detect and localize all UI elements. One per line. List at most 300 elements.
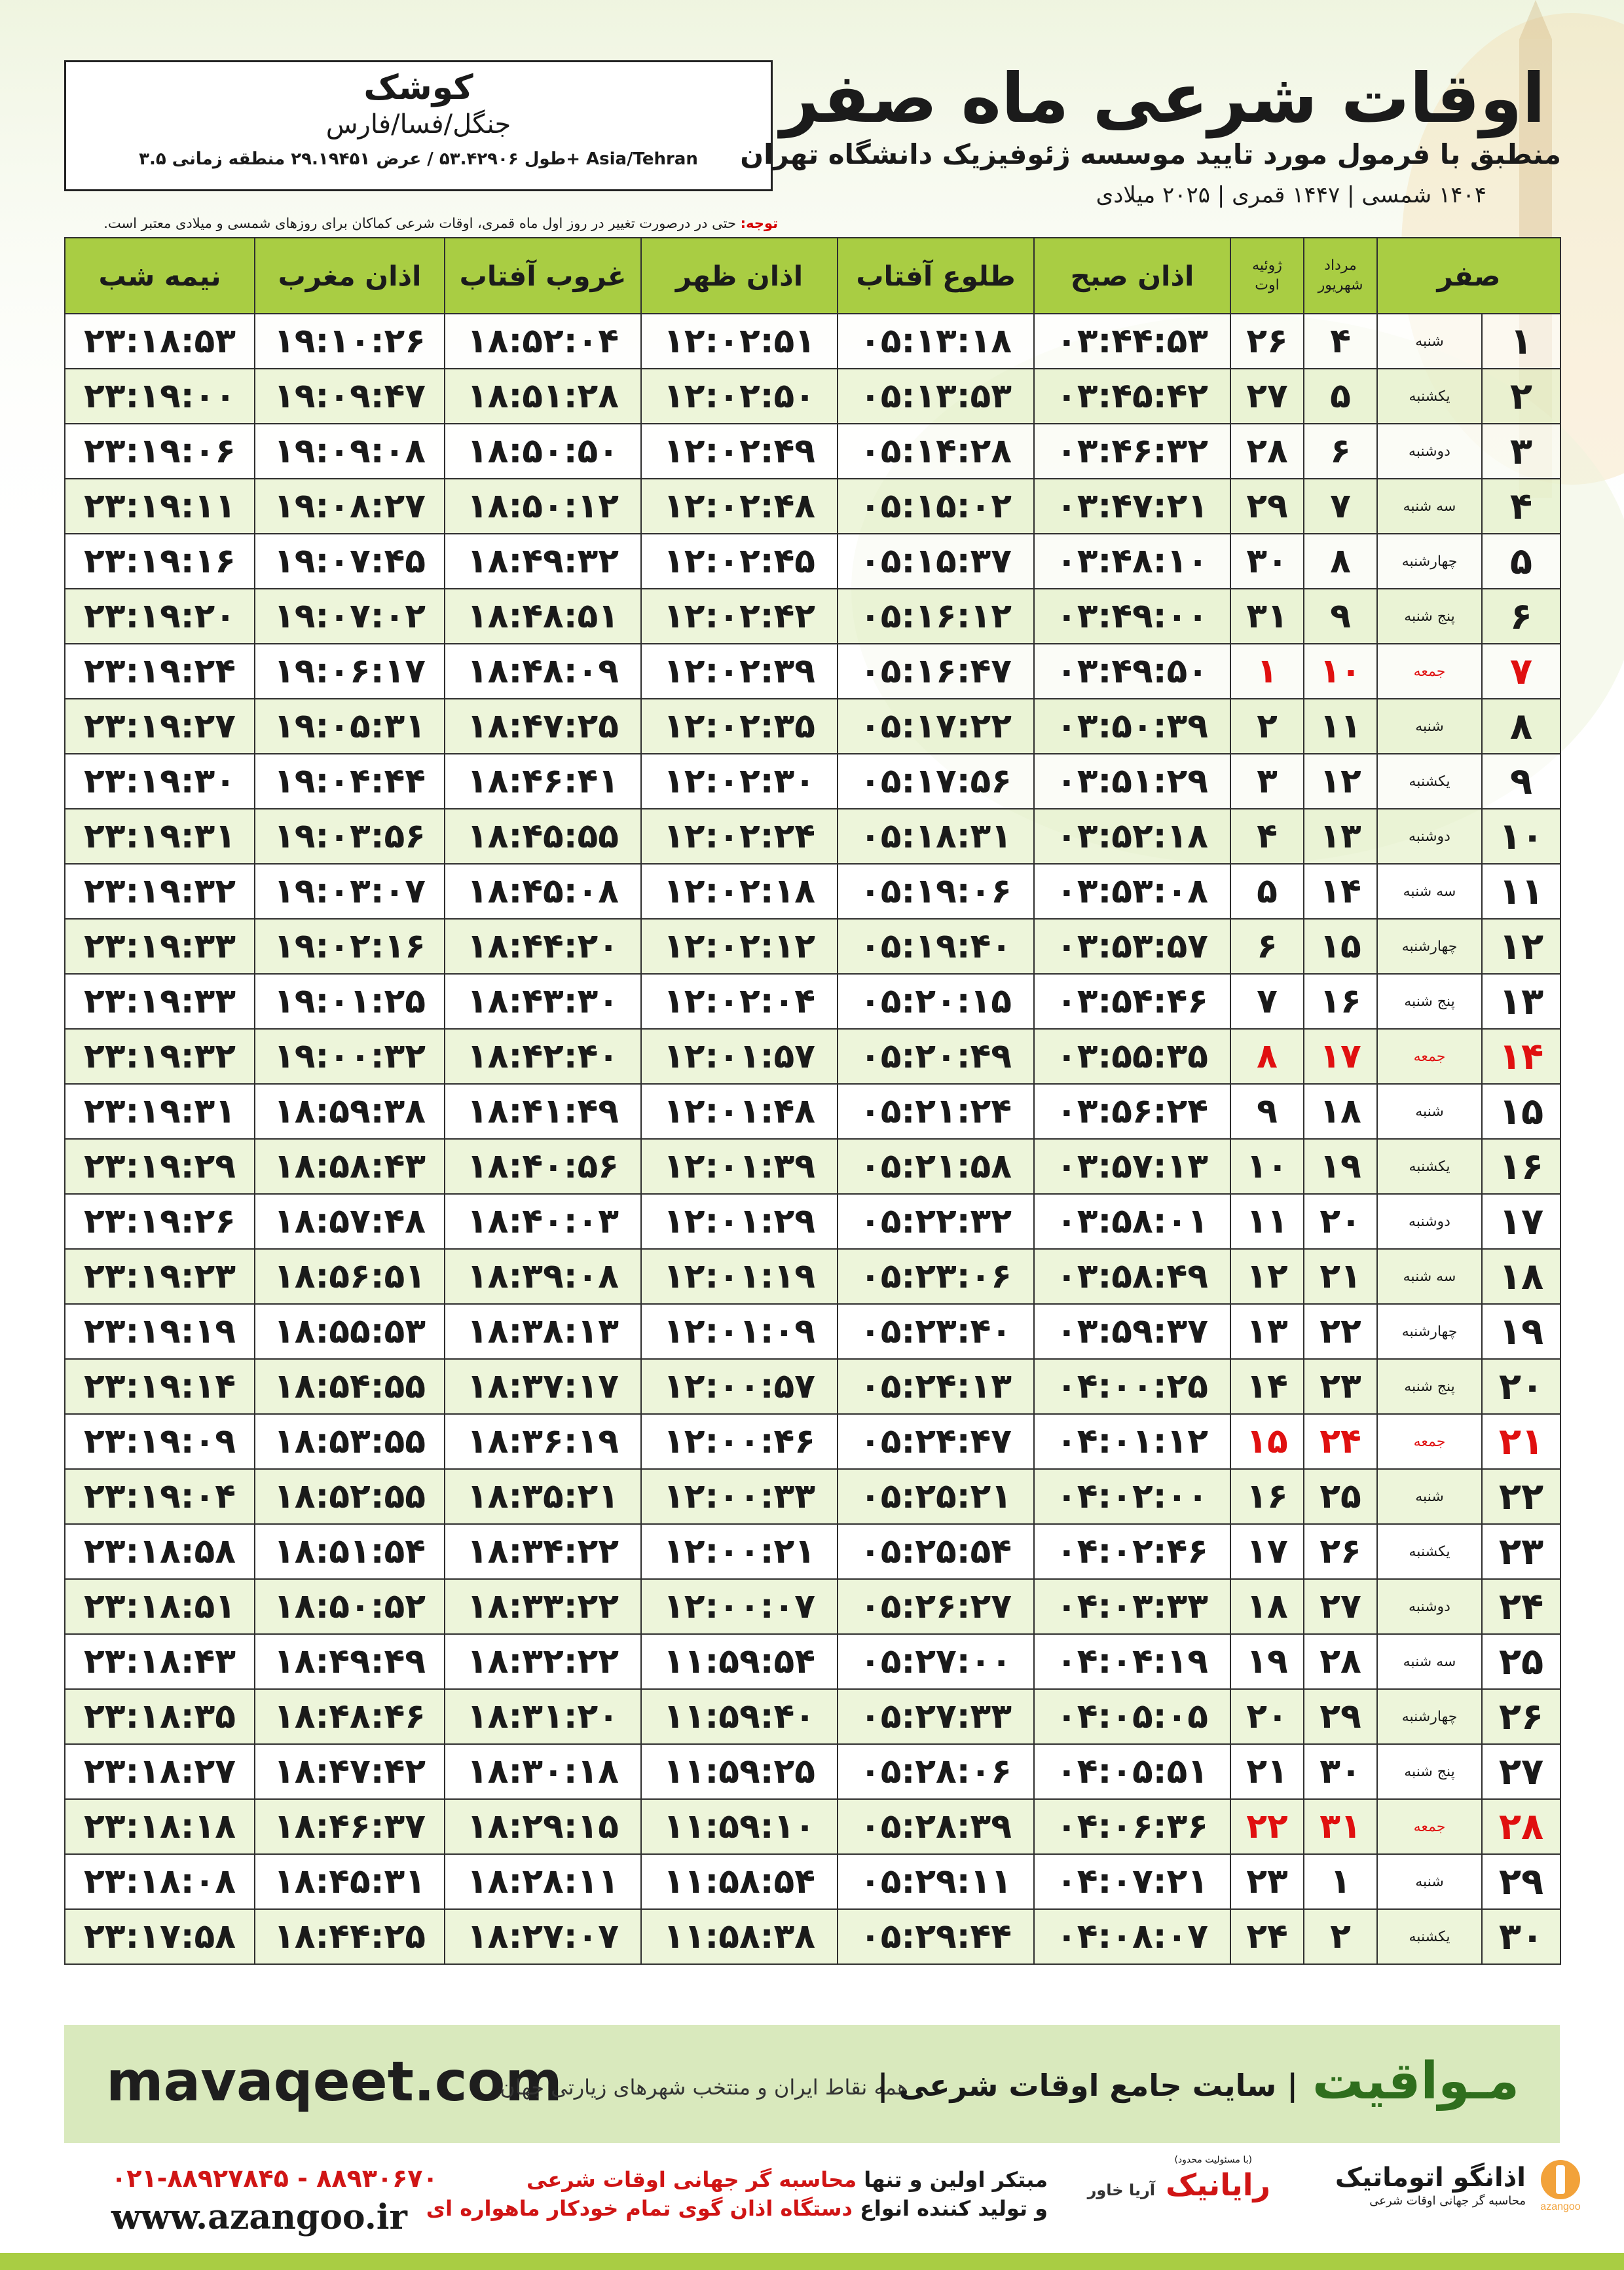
ad-line-2-b: دستگاه اذان گوی تمام خودکار ماهواره ای bbox=[426, 2196, 853, 2221]
row-dhuhr: ۱۲:۰۰:۳۳ bbox=[641, 1469, 838, 1524]
row-miladi-day: ۶ bbox=[1230, 919, 1304, 974]
row-number: ۲۷ bbox=[1482, 1744, 1560, 1799]
row-miladi-day: ۳۰ bbox=[1230, 534, 1304, 589]
row-dhuhr: ۱۲:۰۲:۰۴ bbox=[641, 974, 838, 1029]
row-midnight: ۲۳:۱۹:۲۶ bbox=[65, 1194, 255, 1249]
row-dhuhr: ۱۲:۰۰:۰۷ bbox=[641, 1579, 838, 1634]
row-miladi-day: ۲۷ bbox=[1230, 369, 1304, 424]
row-fajr: ۰۳:۴۶:۳۲ bbox=[1034, 424, 1230, 479]
row-number: ۳ bbox=[1482, 424, 1560, 479]
row-maghrib: ۱۸:۵۶:۵۱ bbox=[255, 1249, 445, 1304]
row-fajr: ۰۳:۵۳:۰۸ bbox=[1034, 864, 1230, 919]
row-number: ۲۶ bbox=[1482, 1689, 1560, 1744]
row-weekday: شنبه bbox=[1377, 314, 1482, 369]
row-weekday: یکشنبه bbox=[1377, 1524, 1482, 1579]
row-dhuhr: ۱۲:۰۲:۳۰ bbox=[641, 754, 838, 809]
table-row bbox=[65, 1304, 1560, 1359]
row-dhuhr: ۱۱:۵۸:۵۴ bbox=[641, 1854, 838, 1909]
row-midnight: ۲۳:۱۸:۱۸ bbox=[65, 1799, 255, 1854]
row-sunset: ۱۸:۴۲:۴۰ bbox=[445, 1029, 641, 1084]
row-sunrise: ۰۵:۱۷:۵۶ bbox=[838, 754, 1034, 809]
table-row bbox=[65, 974, 1560, 1029]
header-miladi bbox=[1230, 238, 1304, 314]
table-row bbox=[65, 1414, 1560, 1469]
row-miladi-day: ۱۵ bbox=[1230, 1414, 1304, 1469]
row-dhuhr: ۱۲:۰۲:۱۸ bbox=[641, 864, 838, 919]
row-fajr: ۰۴:۰۲:۰۰ bbox=[1034, 1469, 1230, 1524]
row-maghrib: ۱۹:۰۳:۵۶ bbox=[255, 809, 445, 864]
row-dhuhr: ۱۲:۰۱:۲۹ bbox=[641, 1194, 838, 1249]
row-sunrise: ۰۵:۲۱:۲۴ bbox=[838, 1084, 1034, 1139]
row-maghrib: ۱۹:۰۷:۴۵ bbox=[255, 534, 445, 589]
row-midnight: ۲۳:۱۸:۰۸ bbox=[65, 1854, 255, 1909]
row-sunrise: ۰۵:۱۸:۳۱ bbox=[838, 809, 1034, 864]
row-weekday: جمعه bbox=[1377, 1029, 1482, 1084]
row-dhuhr: ۱۱:۵۹:۲۵ bbox=[641, 1744, 838, 1799]
row-weekday: سه شنبه bbox=[1377, 1249, 1482, 1304]
row-number: ۱۱ bbox=[1482, 864, 1560, 919]
location-region: جنگل/فسا/فارس bbox=[325, 109, 511, 140]
row-midnight: ۲۳:۱۹:۳۲ bbox=[65, 864, 255, 919]
row-number: ۳۰ bbox=[1482, 1909, 1560, 1964]
row-sunset: ۱۸:۳۶:۱۹ bbox=[445, 1414, 641, 1469]
row-shamsi-day: ۱۵ bbox=[1304, 919, 1377, 974]
table-row bbox=[65, 809, 1560, 864]
row-sunset: ۱۸:۳۱:۲۰ bbox=[445, 1689, 641, 1744]
row-shamsi-day: ۳۱ bbox=[1304, 1799, 1377, 1854]
location-box bbox=[64, 60, 773, 191]
row-dhuhr: ۱۲:۰۱:۳۹ bbox=[641, 1139, 838, 1194]
row-midnight: ۲۳:۱۸:۲۷ bbox=[65, 1744, 255, 1799]
row-dhuhr: ۱۲:۰۱:۰۹ bbox=[641, 1304, 838, 1359]
row-miladi-day: ۱۶ bbox=[1230, 1469, 1304, 1524]
table-row bbox=[65, 1854, 1560, 1909]
rayanik-sub: آریا خاور bbox=[1087, 2181, 1156, 2199]
rayanik-logo bbox=[1088, 2165, 1270, 2210]
row-fajr: ۰۳:۵۰:۳۹ bbox=[1034, 699, 1230, 754]
row-fajr: ۰۳:۵۹:۳۷ bbox=[1034, 1304, 1230, 1359]
mavaqeet-logo: مـواقیت bbox=[1312, 2052, 1519, 2111]
table-row bbox=[65, 1084, 1560, 1139]
row-fajr: ۰۳:۴۴:۵۳ bbox=[1034, 314, 1230, 369]
row-maghrib: ۱۸:۵۱:۵۴ bbox=[255, 1524, 445, 1579]
row-shamsi-day: ۲۴ bbox=[1304, 1414, 1377, 1469]
row-sunrise: ۰۵:۱۳:۱۸ bbox=[838, 314, 1034, 369]
row-shamsi-day: ۱۲ bbox=[1304, 754, 1377, 809]
row-midnight: ۲۳:۱۹:۲۴ bbox=[65, 644, 255, 699]
row-midnight: ۲۳:۱۹:۳۳ bbox=[65, 919, 255, 974]
table-header-row bbox=[65, 238, 1560, 314]
row-shamsi-day: ۱۰ bbox=[1304, 644, 1377, 699]
row-midnight: ۲۳:۱۸:۴۳ bbox=[65, 1634, 255, 1689]
row-maghrib: ۱۹:۰۱:۲۵ bbox=[255, 974, 445, 1029]
row-miladi-day: ۲۹ bbox=[1230, 479, 1304, 534]
row-sunset: ۱۸:۳۹:۰۸ bbox=[445, 1249, 641, 1304]
row-shamsi-day: ۴ bbox=[1304, 314, 1377, 369]
brand-tagline: | سایت جامع اوقات شرعی | bbox=[877, 2068, 1298, 2103]
row-sunset: ۱۸:۳۸:۱۳ bbox=[445, 1304, 641, 1359]
calendar-years: ۱۴۰۴ شمسی | ۱۴۴۷ قمری | ۲۰۲۵ میلادی bbox=[1096, 182, 1486, 208]
row-fajr: ۰۳:۴۹:۵۰ bbox=[1034, 644, 1230, 699]
row-miladi-day: ۱۳ bbox=[1230, 1304, 1304, 1359]
row-maghrib: ۱۹:۰۹:۰۸ bbox=[255, 424, 445, 479]
row-number: ۲۳ bbox=[1482, 1524, 1560, 1579]
row-midnight: ۲۳:۱۹:۲۷ bbox=[65, 699, 255, 754]
row-fajr: ۰۴:۰۲:۴۶ bbox=[1034, 1524, 1230, 1579]
row-sunset: ۱۸:۵۱:۲۸ bbox=[445, 369, 641, 424]
row-fajr: ۰۴:۰۱:۱۲ bbox=[1034, 1414, 1230, 1469]
table-row bbox=[65, 1029, 1560, 1084]
header-sunrise: طلوع آفتاب bbox=[838, 238, 1034, 314]
row-sunset: ۱۸:۴۳:۳۰ bbox=[445, 974, 641, 1029]
row-number: ۷ bbox=[1482, 644, 1560, 699]
row-dhuhr: ۱۲:۰۲:۲۴ bbox=[641, 809, 838, 864]
row-dhuhr: ۱۲:۰۲:۵۰ bbox=[641, 369, 838, 424]
row-dhuhr: ۱۱:۵۸:۳۸ bbox=[641, 1909, 838, 1964]
row-maghrib: ۱۸:۴۷:۴۲ bbox=[255, 1744, 445, 1799]
row-shamsi-day: ۱۷ bbox=[1304, 1029, 1377, 1084]
row-number: ۲۱ bbox=[1482, 1414, 1560, 1469]
row-miladi-day: ۱۰ bbox=[1230, 1139, 1304, 1194]
row-maghrib: ۱۸:۴۹:۴۹ bbox=[255, 1634, 445, 1689]
row-fajr: ۰۴:۰۸:۰۷ bbox=[1034, 1909, 1230, 1964]
table-row bbox=[65, 424, 1560, 479]
row-sunset: ۱۸:۳۵:۲۱ bbox=[445, 1469, 641, 1524]
row-shamsi-day: ۲۲ bbox=[1304, 1304, 1377, 1359]
row-miladi-day: ۷ bbox=[1230, 974, 1304, 1029]
row-dhuhr: ۱۲:۰۰:۲۱ bbox=[641, 1524, 838, 1579]
row-sunrise: ۰۵:۲۸:۳۹ bbox=[838, 1799, 1034, 1854]
row-midnight: ۲۳:۱۹:۲۳ bbox=[65, 1249, 255, 1304]
table-row bbox=[65, 589, 1560, 644]
row-dhuhr: ۱۲:۰۲:۳۹ bbox=[641, 644, 838, 699]
header-miladi-a: ژوئیه bbox=[1252, 257, 1282, 274]
row-weekday: چهارشنبه bbox=[1377, 919, 1482, 974]
row-midnight: ۲۳:۱۸:۵۸ bbox=[65, 1524, 255, 1579]
row-number: ۱۵ bbox=[1482, 1084, 1560, 1139]
row-maghrib: ۱۸:۴۸:۴۶ bbox=[255, 1689, 445, 1744]
row-sunset: ۱۸:۴۷:۲۵ bbox=[445, 699, 641, 754]
row-miladi-day: ۲۰ bbox=[1230, 1689, 1304, 1744]
row-midnight: ۲۳:۱۸:۵۱ bbox=[65, 1579, 255, 1634]
row-fajr: ۰۳:۵۲:۱۸ bbox=[1034, 809, 1230, 864]
row-dhuhr: ۱۲:۰۱:۵۷ bbox=[641, 1029, 838, 1084]
row-shamsi-day: ۱۹ bbox=[1304, 1139, 1377, 1194]
row-fajr: ۰۳:۵۴:۴۶ bbox=[1034, 974, 1230, 1029]
row-fajr: ۰۳:۴۹:۰۰ bbox=[1034, 589, 1230, 644]
row-miladi-day: ۸ bbox=[1230, 1029, 1304, 1084]
row-shamsi-day: ۱۱ bbox=[1304, 699, 1377, 754]
row-miladi-day: ۱۹ bbox=[1230, 1634, 1304, 1689]
row-shamsi-day: ۷ bbox=[1304, 479, 1377, 534]
row-sunset: ۱۸:۴۰:۵۶ bbox=[445, 1139, 641, 1194]
row-number: ۲۸ bbox=[1482, 1799, 1560, 1854]
row-fajr: ۰۳:۵۶:۲۴ bbox=[1034, 1084, 1230, 1139]
row-midnight: ۲۳:۱۷:۵۸ bbox=[65, 1909, 255, 1964]
row-sunrise: ۰۵:۲۴:۱۳ bbox=[838, 1359, 1034, 1414]
row-miladi-day: ۱ bbox=[1230, 644, 1304, 699]
row-sunrise: ۰۵:۲۰:۱۵ bbox=[838, 974, 1034, 1029]
row-midnight: ۲۳:۱۹:۲۰ bbox=[65, 589, 255, 644]
table-row bbox=[65, 479, 1560, 534]
header-month: صفر bbox=[1377, 238, 1560, 314]
row-weekday: پنج شنبه bbox=[1377, 1359, 1482, 1414]
row-fajr: ۰۳:۴۵:۴۲ bbox=[1034, 369, 1230, 424]
row-sunset: ۱۸:۵۰:۱۲ bbox=[445, 479, 641, 534]
ad-line-1-b: محاسبه گر جهانی اوقات شرعی bbox=[526, 2167, 857, 2192]
row-weekday: شنبه bbox=[1377, 699, 1482, 754]
row-miladi-day: ۲۲ bbox=[1230, 1799, 1304, 1854]
row-shamsi-day: ۲۱ bbox=[1304, 1249, 1377, 1304]
azangoo-url[interactable]: www.azangoo.ir bbox=[111, 2197, 407, 2237]
row-fajr: ۰۳:۵۷:۱۳ bbox=[1034, 1139, 1230, 1194]
table-row bbox=[65, 314, 1560, 369]
row-midnight: ۲۳:۱۹:۰۹ bbox=[65, 1414, 255, 1469]
row-miladi-day: ۲۴ bbox=[1230, 1909, 1304, 1964]
azangoo-subtitle: محاسبه گر جهانی اوقات شرعی bbox=[1369, 2194, 1526, 2208]
row-sunset: ۱۸:۴۸:۰۹ bbox=[445, 644, 641, 699]
row-dhuhr: ۱۲:۰۰:۵۷ bbox=[641, 1359, 838, 1414]
header-shamsi-a: مرداد bbox=[1324, 257, 1357, 274]
row-number: ۲۴ bbox=[1482, 1579, 1560, 1634]
row-sunset: ۱۸:۴۶:۴۱ bbox=[445, 754, 641, 809]
row-sunset: ۱۸:۳۳:۲۲ bbox=[445, 1579, 641, 1634]
site-url[interactable]: mavaqeet.com bbox=[106, 2049, 563, 2113]
table-row bbox=[65, 1139, 1560, 1194]
row-sunrise: ۰۵:۱۶:۱۲ bbox=[838, 589, 1034, 644]
row-sunrise: ۰۵:۲۷:۳۳ bbox=[838, 1689, 1034, 1744]
row-midnight: ۲۳:۱۸:۳۵ bbox=[65, 1689, 255, 1744]
row-fajr: ۰۴:۰۶:۳۶ bbox=[1034, 1799, 1230, 1854]
row-shamsi-day: ۲ bbox=[1304, 1909, 1377, 1964]
row-midnight: ۲۳:۱۹:۱۴ bbox=[65, 1359, 255, 1414]
row-shamsi-day: ۲۵ bbox=[1304, 1469, 1377, 1524]
note-text: حتی در درصورت تغییر در روز اول ماه قمری، اوقات شرعی کماکان برای روزهای شمسی و میلادی معتبر است. bbox=[103, 215, 741, 231]
row-midnight: ۲۳:۱۹:۰۴ bbox=[65, 1469, 255, 1524]
row-shamsi-day: ۱۸ bbox=[1304, 1084, 1377, 1139]
row-maghrib: ۱۸:۴۴:۲۵ bbox=[255, 1909, 445, 1964]
row-sunrise: ۰۵:۱۵:۳۷ bbox=[838, 534, 1034, 589]
bottom-bar bbox=[0, 2253, 1624, 2270]
row-sunrise: ۰۵:۲۳:۴۰ bbox=[838, 1304, 1034, 1359]
row-midnight: ۲۳:۱۹:۱۶ bbox=[65, 534, 255, 589]
table-row bbox=[65, 1909, 1560, 1964]
table-row bbox=[65, 1359, 1560, 1414]
row-sunset: ۱۸:۴۸:۵۱ bbox=[445, 589, 641, 644]
mavaqeet-banner bbox=[64, 2025, 1560, 2143]
table-row bbox=[65, 1689, 1560, 1744]
row-number: ۱۰ bbox=[1482, 809, 1560, 864]
row-dhuhr: ۱۲:۰۲:۴۹ bbox=[641, 424, 838, 479]
row-weekday: شنبه bbox=[1377, 1469, 1482, 1524]
azangoo-name: اذانگو اتوماتیک bbox=[1335, 2163, 1526, 2193]
row-sunset: ۱۸:۳۰:۱۸ bbox=[445, 1744, 641, 1799]
table-row bbox=[65, 1634, 1560, 1689]
row-miladi-day: ۴ bbox=[1230, 809, 1304, 864]
row-maghrib: ۱۹:۰۹:۴۷ bbox=[255, 369, 445, 424]
row-sunrise: ۰۵:۲۹:۴۴ bbox=[838, 1909, 1034, 1964]
row-weekday: پنج شنبه bbox=[1377, 1744, 1482, 1799]
ad-line-2-a: و تولید کننده انواع bbox=[852, 2196, 1048, 2221]
azangoo-icon bbox=[1531, 2156, 1590, 2212]
row-shamsi-day: ۲۰ bbox=[1304, 1194, 1377, 1249]
row-number: ۲۰ bbox=[1482, 1359, 1560, 1414]
row-shamsi-day: ۱۶ bbox=[1304, 974, 1377, 1029]
row-miladi-day: ۹ bbox=[1230, 1084, 1304, 1139]
row-shamsi-day: ۳۰ bbox=[1304, 1744, 1377, 1799]
row-sunset: ۱۸:۲۹:۱۵ bbox=[445, 1799, 641, 1854]
table-row bbox=[65, 534, 1560, 589]
row-sunset: ۱۸:۴۹:۳۲ bbox=[445, 534, 641, 589]
row-miladi-day: ۱۷ bbox=[1230, 1524, 1304, 1579]
row-midnight: ۲۳:۱۹:۰۰ bbox=[65, 369, 255, 424]
table-row bbox=[65, 1524, 1560, 1579]
row-shamsi-day: ۲۹ bbox=[1304, 1689, 1377, 1744]
row-weekday: جمعه bbox=[1377, 644, 1482, 699]
header-midnight: نیمه شب bbox=[65, 238, 255, 314]
row-miladi-day: ۲۱ bbox=[1230, 1744, 1304, 1799]
row-maghrib: ۱۸:۵۴:۵۵ bbox=[255, 1359, 445, 1414]
table-row bbox=[65, 699, 1560, 754]
table-row bbox=[65, 1249, 1560, 1304]
row-midnight: ۲۳:۱۹:۳۰ bbox=[65, 754, 255, 809]
row-maghrib: ۱۸:۵۰:۵۲ bbox=[255, 1579, 445, 1634]
row-weekday: چهارشنبه bbox=[1377, 1304, 1482, 1359]
row-fajr: ۰۴:۰۴:۱۹ bbox=[1034, 1634, 1230, 1689]
table-body bbox=[65, 314, 1560, 1964]
row-number: ۲۵ bbox=[1482, 1634, 1560, 1689]
row-fajr: ۰۳:۴۷:۲۱ bbox=[1034, 479, 1230, 534]
row-number: ۴ bbox=[1482, 479, 1560, 534]
row-sunrise: ۰۵:۱۴:۲۸ bbox=[838, 424, 1034, 479]
row-maghrib: ۱۹:۰۳:۰۷ bbox=[255, 864, 445, 919]
row-midnight: ۲۳:۱۹:۳۳ bbox=[65, 974, 255, 1029]
row-dhuhr: ۱۱:۵۹:۱۰ bbox=[641, 1799, 838, 1854]
row-weekday: پنج شنبه bbox=[1377, 589, 1482, 644]
note bbox=[103, 214, 778, 233]
row-miladi-day: ۳ bbox=[1230, 754, 1304, 809]
row-sunrise: ۰۵:۱۵:۰۲ bbox=[838, 479, 1034, 534]
page-title: اوقات شرعی ماه صفر bbox=[780, 58, 1545, 138]
row-midnight: ۲۳:۱۹:۰۶ bbox=[65, 424, 255, 479]
row-sunrise: ۰۵:۱۶:۴۷ bbox=[838, 644, 1034, 699]
row-sunset: ۱۸:۴۴:۲۰ bbox=[445, 919, 641, 974]
row-weekday: چهارشنبه bbox=[1377, 1689, 1482, 1744]
header-miladi-b: اوت bbox=[1255, 277, 1280, 293]
row-dhuhr: ۱۲:۰۱:۴۸ bbox=[641, 1084, 838, 1139]
row-sunset: ۱۸:۵۲:۰۴ bbox=[445, 314, 641, 369]
location-city: کوشک bbox=[363, 68, 473, 107]
row-maghrib: ۱۹:۰۸:۲۷ bbox=[255, 479, 445, 534]
row-sunrise: ۰۵:۱۷:۲۲ bbox=[838, 699, 1034, 754]
row-number: ۱۲ bbox=[1482, 919, 1560, 974]
row-number: ۲ bbox=[1482, 369, 1560, 424]
table-row bbox=[65, 1579, 1560, 1634]
row-shamsi-day: ۱۳ bbox=[1304, 809, 1377, 864]
row-weekday: دوشنبه bbox=[1377, 809, 1482, 864]
row-weekday: شنبه bbox=[1377, 1084, 1482, 1139]
row-weekday: سه شنبه bbox=[1377, 1634, 1482, 1689]
row-sunrise: ۰۵:۲۵:۵۴ bbox=[838, 1524, 1034, 1579]
row-fajr: ۰۴:۰۰:۲۵ bbox=[1034, 1359, 1230, 1414]
row-miladi-day: ۲ bbox=[1230, 699, 1304, 754]
row-midnight: ۲۳:۱۹:۳۱ bbox=[65, 809, 255, 864]
row-weekday: پنج شنبه bbox=[1377, 974, 1482, 1029]
row-weekday: دوشنبه bbox=[1377, 1194, 1482, 1249]
row-sunset: ۱۸:۴۱:۴۹ bbox=[445, 1084, 641, 1139]
rayanik-name: رایانیک bbox=[1166, 2167, 1270, 2203]
row-sunrise: ۰۵:۲۱:۵۸ bbox=[838, 1139, 1034, 1194]
row-weekday: یکشنبه bbox=[1377, 1139, 1482, 1194]
row-sunrise: ۰۵:۲۶:۲۷ bbox=[838, 1579, 1034, 1634]
header-dhuhr: اذان ظهر bbox=[641, 238, 838, 314]
row-number: ۱۴ bbox=[1482, 1029, 1560, 1084]
row-fajr: ۰۳:۵۸:۴۹ bbox=[1034, 1249, 1230, 1304]
row-shamsi-day: ۵ bbox=[1304, 369, 1377, 424]
row-number: ۱۷ bbox=[1482, 1194, 1560, 1249]
row-number: ۸ bbox=[1482, 699, 1560, 754]
row-sunset: ۱۸:۵۰:۵۰ bbox=[445, 424, 641, 479]
row-weekday: شنبه bbox=[1377, 1854, 1482, 1909]
row-sunrise: ۰۵:۲۰:۴۹ bbox=[838, 1029, 1034, 1084]
row-sunset: ۱۸:۴۵:۵۵ bbox=[445, 809, 641, 864]
row-weekday: دوشنبه bbox=[1377, 1579, 1482, 1634]
ad-line-2 bbox=[426, 2194, 1048, 2223]
table-row bbox=[65, 1469, 1560, 1524]
table-row bbox=[65, 1744, 1560, 1799]
row-number: ۹ bbox=[1482, 754, 1560, 809]
ad-line-1 bbox=[526, 2165, 1048, 2194]
row-dhuhr: ۱۱:۵۹:۴۰ bbox=[641, 1689, 838, 1744]
row-dhuhr: ۱۲:۰۲:۴۲ bbox=[641, 589, 838, 644]
row-dhuhr: ۱۲:۰۱:۱۹ bbox=[641, 1249, 838, 1304]
row-sunset: ۱۸:۳۲:۲۲ bbox=[445, 1634, 641, 1689]
row-shamsi-day: ۲۷ bbox=[1304, 1579, 1377, 1634]
row-number: ۱۹ bbox=[1482, 1304, 1560, 1359]
row-shamsi-day: ۸ bbox=[1304, 534, 1377, 589]
row-number: ۱۳ bbox=[1482, 974, 1560, 1029]
row-weekday: جمعه bbox=[1377, 1414, 1482, 1469]
header-maghrib: اذان مغرب bbox=[255, 238, 445, 314]
table-row bbox=[65, 1799, 1560, 1854]
row-maghrib: ۱۸:۵۳:۵۵ bbox=[255, 1414, 445, 1469]
row-weekday: یکشنبه bbox=[1377, 754, 1482, 809]
row-sunrise: ۰۵:۲۹:۱۱ bbox=[838, 1854, 1034, 1909]
row-fajr: ۰۴:۰۵:۵۱ bbox=[1034, 1744, 1230, 1799]
row-weekday: یکشنبه bbox=[1377, 1909, 1482, 1964]
row-maghrib: ۱۹:۰۷:۰۲ bbox=[255, 589, 445, 644]
row-sunset: ۱۸:۳۴:۲۲ bbox=[445, 1524, 641, 1579]
row-fajr: ۰۴:۰۳:۳۳ bbox=[1034, 1579, 1230, 1634]
row-fajr: ۰۳:۵۵:۳۵ bbox=[1034, 1029, 1230, 1084]
row-number: ۵ bbox=[1482, 534, 1560, 589]
row-midnight: ۲۳:۱۹:۳۲ bbox=[65, 1029, 255, 1084]
row-dhuhr: ۱۲:۰۲:۴۸ bbox=[641, 479, 838, 534]
row-number: ۱ bbox=[1482, 314, 1560, 369]
row-shamsi-day: ۱ bbox=[1304, 1854, 1377, 1909]
header-sunset: غروب آفتاب bbox=[445, 238, 641, 314]
row-miladi-day: ۱۱ bbox=[1230, 1194, 1304, 1249]
row-miladi-day: ۲۶ bbox=[1230, 314, 1304, 369]
row-midnight: ۲۳:۱۹:۱۱ bbox=[65, 479, 255, 534]
header-fajr: اذان صبح bbox=[1034, 238, 1230, 314]
row-sunset: ۱۸:۴۵:۰۸ bbox=[445, 864, 641, 919]
row-weekday: دوشنبه bbox=[1377, 424, 1482, 479]
row-maghrib: ۱۹:۰۰:۳۲ bbox=[255, 1029, 445, 1084]
table-row bbox=[65, 754, 1560, 809]
row-sunrise: ۰۵:۲۲:۳۲ bbox=[838, 1194, 1034, 1249]
row-sunset: ۱۸:۲۸:۱۱ bbox=[445, 1854, 641, 1909]
